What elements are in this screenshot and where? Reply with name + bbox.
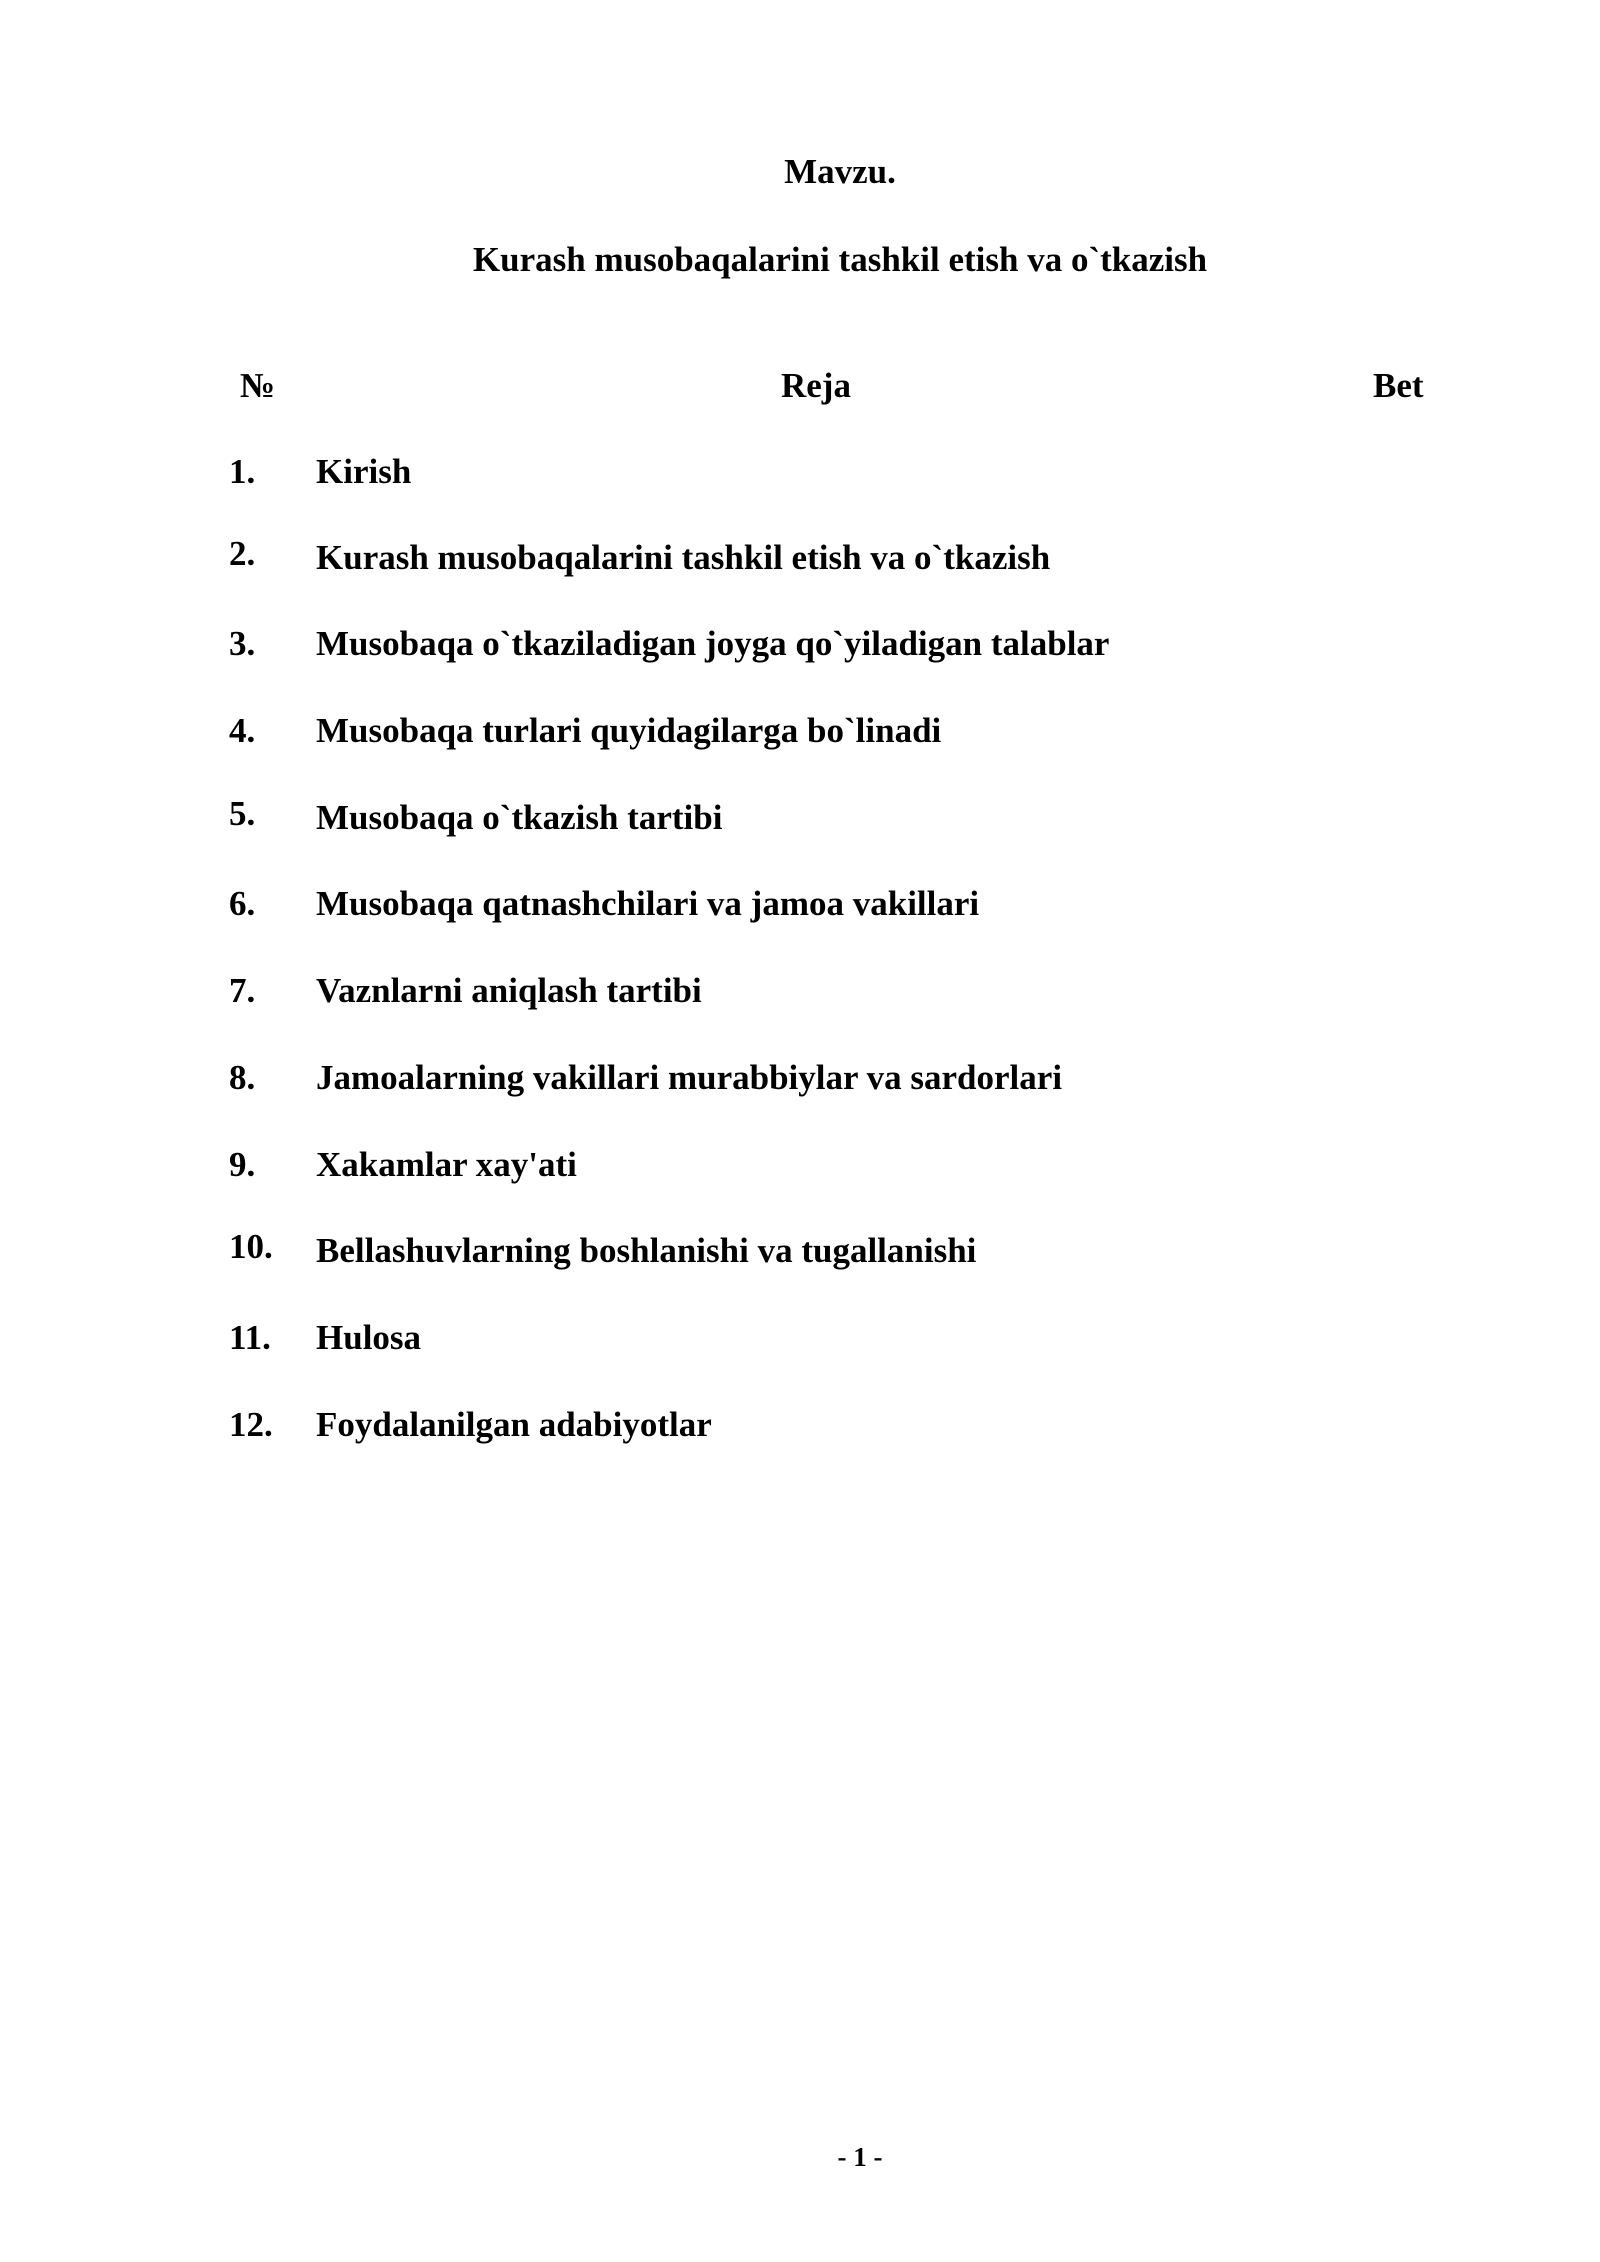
toc-item-text: Kirish xyxy=(316,452,412,491)
toc-item-number: 3. xyxy=(229,624,256,663)
toc-item-number: 12. xyxy=(229,1405,273,1444)
toc-item-number: 6. xyxy=(229,884,256,923)
toc-item-text: Foydalanilgan adabiyotlar xyxy=(316,1405,712,1444)
toc-item xyxy=(0,711,1600,761)
toc-item xyxy=(0,624,1600,674)
toc-item-text: Xakamlar xay'ati xyxy=(316,1145,577,1184)
toc-item-number: 10. xyxy=(229,1227,273,1266)
toc-item-number: 9. xyxy=(229,1145,256,1184)
toc-item-number: 7. xyxy=(229,971,256,1010)
toc-item-number: 2. xyxy=(229,534,256,573)
toc-item-number: 8. xyxy=(229,1058,256,1097)
toc-item xyxy=(0,884,1600,934)
toc-item xyxy=(0,971,1600,1021)
toc-item-text: Musobaqa turlari quyidagilarga bo`linadi xyxy=(316,711,942,750)
toc-item xyxy=(0,452,1600,502)
toc-item-number: 11. xyxy=(229,1318,271,1357)
toc-item xyxy=(0,1145,1600,1195)
toc-item xyxy=(0,1318,1600,1368)
page-title: Mavzu. xyxy=(784,152,896,191)
toc-item-text: Musobaqa o`tkaziladigan joyga qo`yiladigan talablar xyxy=(316,624,1110,663)
toc-item-text: Kurash musobaqalarini tashkil etish va o`tkazish xyxy=(316,538,1051,577)
toc-item-number: 1. xyxy=(229,452,256,491)
table-header-page: Bet xyxy=(1373,366,1424,405)
toc-item-text: Hulosa xyxy=(316,1318,422,1357)
toc-item-text: Vaznlarni aniqlash tartibi xyxy=(316,971,702,1010)
toc-item xyxy=(0,1405,1600,1455)
toc-item xyxy=(0,534,1600,588)
toc-item-text: Bellashuvlarning boshlanishi va tugallanishi xyxy=(316,1231,977,1270)
toc-item xyxy=(0,1058,1600,1108)
toc-item xyxy=(0,794,1600,848)
toc-item-text: Musobaqa qatnashchilari va jamoa vakillari xyxy=(316,884,980,923)
toc-item-number: 4. xyxy=(229,711,256,750)
page-number: - 1 - xyxy=(837,2142,883,2172)
table-header-plan: Reja xyxy=(781,366,851,405)
table-header-number: № xyxy=(240,366,276,405)
toc-item-number: 5. xyxy=(229,794,256,833)
toc-item-text: Musobaqa o`tkazish tartibi xyxy=(316,798,723,837)
toc-item-text: Jamoalarning vakillari murabbiylar va sardorlari xyxy=(316,1058,1063,1097)
page-subtitle: Kurash musobaqalarini tashkil etish va o`tkazish xyxy=(472,240,1208,279)
toc-item xyxy=(0,1227,1600,1281)
